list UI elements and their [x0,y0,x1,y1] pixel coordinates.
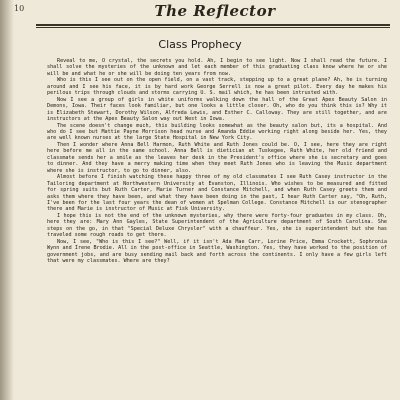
paragraph: The scene doesn't change much, this building looks somewhat as the beauty salon but, its a hospital. And who do I see but Mattie Payne Morrison head nurse and Amanda Eddie working right along beside her. Yes, they are well known nurses at the large State Hospital in New York City. [47,122,387,142]
paragraph: Now, I see, "Who is this I see?" Well, if it isn't Ada Mae Carr, Lorine Price, Emma Crockett, Sophronia Wynn and Irene Brodie. All in the post-office in Seattle, Washington. Yes, they have worked to the position of government jobs, and are busy sending mail back and forth across the continents. I only have a few girls left that were my classmates. Where are they? [47,238,387,265]
paragraph: Almost before I finish watching these happy three of my old classmates I see Ruth Casey instructor in the Tailoring department at Northwestern University at Evanston, Illinois. Who wishes to be measured and fitted for spring suits but Ruth Carter, Marie Turner and Constance Mitchell, and when Ruth Casey greets them and asks them where they have been, and what they have been doing in the past, I hear Ruth Carter say, "Oh, Ruth, I've been for the last four years the dean of women at Spelman College. Constance Mitchell is our stenographer there and Marie is instructor of Music at Fisk University. [47,174,387,213]
paragraph: Then I wonder where Anna Bell Harmon, Ruth White and Ruth Jones could be. O, I see, here they are right here before me all in the same school. Anna Bell is dietician at Tuskegee, Ruth White, her old friend and classmate sends her a smile as the leaves her desk in the President's office where she is secretary and goes to dinner. And they have a merry making time when they meet Ruth Jones who is leaving the Music department where she is instructor, to go to dinner, also. [47,141,387,174]
article-body [47,58,387,265]
header-title: The Reflector [154,2,276,20]
page-binding-shadow [0,0,14,400]
article-title: Class Prophecy [158,38,242,51]
paragraph: I hope this is not the end of the unknown mysteries, why there were forty-four graduates in my class. Oh, here they are: Mary Ann Gayles, State Superintendent of the Agriculture department of South Carolina. She steps on the go, in that "Special Deluxe Chrysler" with a chauffeur. Yes, she is superintendent but she has traveled some rough roads to get there. [47,212,387,239]
paragraph: Reveal to me, O crystal, the secrets you hold. Ah, I begin to see light. Now I shall read the future. I shall solve the mysteries of the unknown and let each member of this graduating class know where he or she will be and what he or she will be doing ten years from now. [47,58,387,77]
paragraph: Now I see a group of girls in white uniforms walking down the hall of the Great Apex Beauty Salon in Demons, Iowa. Their faces look familiar, but one looks a little closer. Oh, who do you think this is? Why it is Elizabeth Stewart, Dorothy Wilson, Alfreda Lewis, and Esther C. Calloway. They are still together, and are instructors at the Apex Beauty Salon way out West in Iowa. [47,96,387,123]
page-header [40,2,390,24]
page-number: 10 [14,4,25,13]
paragraph: Who is this I see out on the open field, on a vast track, stepping up to a great plane? Ah, he is turning around and I see his face, it is by hard work George Serrell is now a great pilot. Every day he makes his perilous trips through clouds and storms carrying U. S. mail which, he has been intrusted with. [47,77,387,97]
header-rule [36,24,390,26]
